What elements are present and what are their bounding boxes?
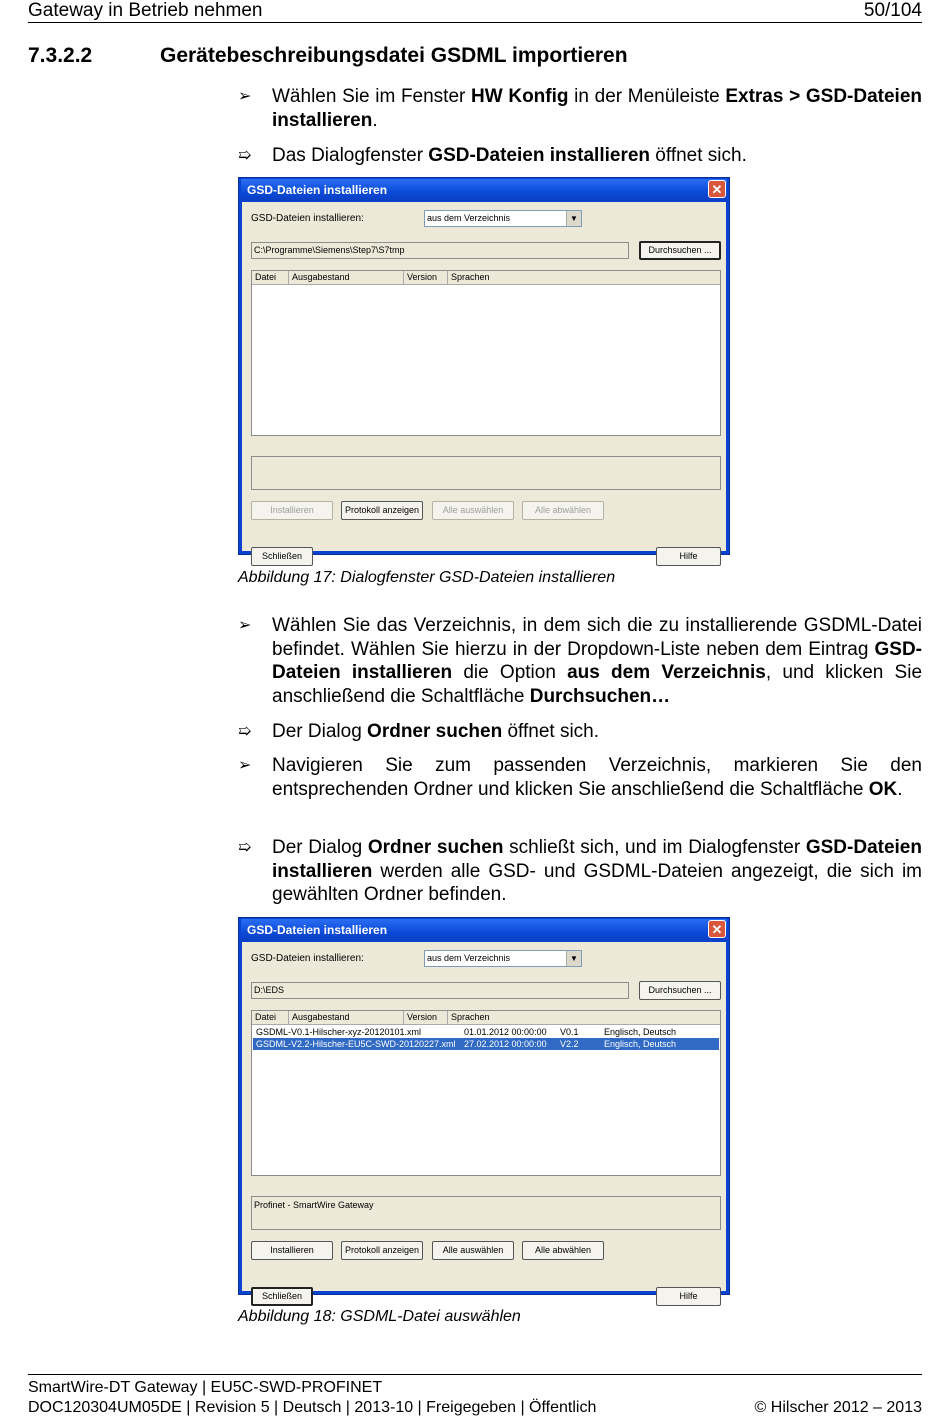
browse-button[interactable]: Durchsuchen ... (639, 241, 721, 260)
footer-copyright: © Hilscher 2012 – 2013 (754, 1399, 922, 1416)
footer-rule (28, 1374, 922, 1375)
install-button[interactable]: Installieren (251, 501, 333, 520)
step-text-part: Wählen Sie das Verzeichnis, in dem sich die zu installierende GSDML-Datei befindet. Wählen Sie hierzu in der Dropdown-Liste neben dem Eintrag (272, 615, 922, 660)
step-text (272, 720, 922, 744)
chevron-down-icon[interactable]: ▼ (566, 211, 581, 226)
header-rule (28, 22, 922, 23)
show-log-button[interactable]: Protokoll anzeigen (341, 501, 423, 520)
footer-document: DOC120304UM05DE | Revision 5 | Deutsch | 2013-10 | Freigegeben | Öffentlich (28, 1399, 597, 1416)
column-header[interactable]: Datei (252, 1011, 289, 1025)
step-text (272, 85, 922, 132)
step-text (272, 836, 922, 907)
column-header[interactable]: Ausgabestand (289, 271, 404, 285)
column-header[interactable]: Sprachen (448, 271, 721, 285)
ui-term: Durchsuchen… (529, 685, 671, 707)
dialog-body (242, 942, 726, 1301)
help-button[interactable]: Hilfe (656, 1287, 721, 1306)
description-box: Profinet - SmartWire Gateway (251, 1196, 721, 1230)
column-header[interactable]: Ausgabestand (289, 1011, 404, 1025)
install-button[interactable]: Installieren (251, 1241, 333, 1260)
ui-term: aus dem Verzeichnis (567, 662, 766, 683)
step-result (238, 144, 922, 168)
table-cell: Englisch, Deutsch (604, 1027, 677, 1037)
footer-product: SmartWire-DT Gateway | EU5C-SWD-PROFINET (28, 1379, 383, 1396)
figure-caption: Abbildung 17: Dialogfenster GSD-Dateien installieren (238, 569, 616, 586)
table-cell: Englisch, Deutsch (604, 1039, 677, 1049)
ui-term: Ordner suchen (367, 721, 503, 742)
dialog-body (242, 202, 726, 561)
source-dropdown[interactable] (424, 950, 582, 967)
close-icon[interactable]: ✕ (708, 180, 726, 198)
ui-term: GSD-Dateien installieren (272, 837, 922, 882)
deselect-all-button[interactable]: Alle abwählen (522, 1241, 604, 1260)
section-title: Gerätebeschreibungsdatei GSDML importieren (160, 44, 628, 67)
dialog-title: GSD-Dateien installieren (241, 919, 727, 941)
step-text-part: die Option (452, 662, 568, 683)
ui-term: HW Konfig (471, 86, 569, 107)
close-button[interactable]: Schließen (251, 547, 313, 566)
file-list[interactable] (251, 270, 721, 436)
column-header[interactable]: Version (404, 1011, 448, 1025)
step-text-part: werden alle GSD- und GSDML-Dateien angezeigt, die sich im gewählten Ordner befinden. (272, 860, 922, 905)
header-title: Gateway in Betrieb nehmen (28, 0, 263, 21)
ui-term: GSD-Dateien installieren (272, 638, 922, 683)
step-text-part: in der Menüleiste (568, 86, 726, 107)
help-button[interactable]: Hilfe (656, 547, 721, 566)
column-header[interactable]: Datei (252, 271, 289, 285)
table-cell: GSDML-V0.1-Hilscher-xyz-20120101.xml (256, 1027, 422, 1037)
table-row[interactable] (253, 1026, 719, 1038)
ui-term: OK (868, 778, 898, 800)
close-button[interactable]: Schließen (251, 1287, 313, 1306)
close-icon[interactable]: ✕ (708, 920, 726, 938)
step-text-part: Wählen Sie im Fenster (272, 86, 472, 107)
step-item (238, 754, 922, 801)
table-cell: GSDML-V2.2-Hilscher-EU5C-SWD-20120227.xml (256, 1039, 456, 1049)
select-all-button[interactable]: Alle auswählen (432, 1241, 514, 1260)
bullet-arrow-icon: ➢ (238, 617, 252, 634)
dropdown-value: aus dem Verzeichnis (427, 213, 511, 223)
step-item (238, 85, 922, 132)
table-cell: V0.1 (560, 1027, 579, 1037)
step-text-part: . (372, 109, 378, 131)
gsd-dialog-files (238, 917, 730, 1301)
path-field[interactable]: C:\Programme\Siemens\Step7\S7tmp (251, 242, 629, 259)
result-arrow-icon: ➯ (238, 723, 252, 740)
step-text-part: Der Dialog (272, 721, 368, 742)
figure-caption: Abbildung 18: GSDML-Datei auswählen (238, 1308, 521, 1325)
install-label: GSD-Dateien installieren: (251, 953, 364, 964)
step-text-part: öffnet sich. (502, 721, 600, 742)
step-text (272, 614, 922, 708)
step-text-part: öffnet sich. (650, 145, 747, 166)
deselect-all-button[interactable]: Alle abwählen (522, 501, 604, 520)
bullet-arrow-icon: ➢ (238, 757, 252, 774)
ui-term: Extras > GSD-Dateien installieren (272, 86, 923, 131)
step-result (238, 836, 922, 907)
browse-button[interactable]: Durchsuchen ... (639, 981, 721, 1000)
step-text (272, 754, 922, 801)
dialog-title: GSD-Dateien installieren (241, 179, 727, 201)
description-box (251, 456, 721, 490)
ui-term: Ordner suchen (367, 837, 504, 858)
table-cell: 01.01.2012 00:00:00 (464, 1027, 547, 1037)
table-cell: 27.02.2012 00:00:00 (464, 1039, 547, 1049)
step-text-part: schließt sich, und im Dialogfenster (503, 837, 806, 858)
gsd-dialog-empty (238, 177, 730, 561)
step-text-part: . (897, 778, 903, 800)
install-label: GSD-Dateien installieren: (251, 213, 364, 224)
ui-term: GSD-Dateien installieren (428, 145, 651, 166)
path-field[interactable]: D:\EDS (251, 982, 629, 999)
show-log-button[interactable]: Protokoll anzeigen (341, 1241, 423, 1260)
step-item (238, 614, 922, 708)
result-arrow-icon: ➯ (238, 839, 252, 856)
page-number: 50/104 (863, 0, 922, 21)
source-dropdown[interactable] (424, 210, 582, 227)
table-row[interactable] (253, 1038, 719, 1050)
step-result (238, 720, 922, 744)
step-text-part: , und klicken Sie anschließend die Schaltfläche (272, 662, 923, 707)
column-header[interactable]: Sprachen (448, 1011, 721, 1025)
column-header[interactable]: Version (404, 271, 448, 285)
dropdown-value: aus dem Verzeichnis (427, 953, 511, 963)
bullet-arrow-icon: ➢ (238, 88, 252, 105)
section-number: 7.3.2.2 (28, 44, 93, 67)
table-cell: V2.2 (560, 1039, 579, 1049)
step-text-part: Das Dialogfenster (272, 145, 429, 166)
select-all-button[interactable]: Alle auswählen (432, 501, 514, 520)
step-text (272, 144, 922, 168)
file-list[interactable] (251, 1010, 721, 1176)
step-text-part: Der Dialog (272, 837, 368, 858)
result-arrow-icon: ➯ (238, 147, 252, 164)
step-text-part: Navigieren Sie zum passenden Verzeichnis, markieren Sie den entsprechenden Ordner und klicken Sie anschließend die Schaltfläche (272, 755, 922, 800)
chevron-down-icon[interactable]: ▼ (566, 951, 581, 966)
